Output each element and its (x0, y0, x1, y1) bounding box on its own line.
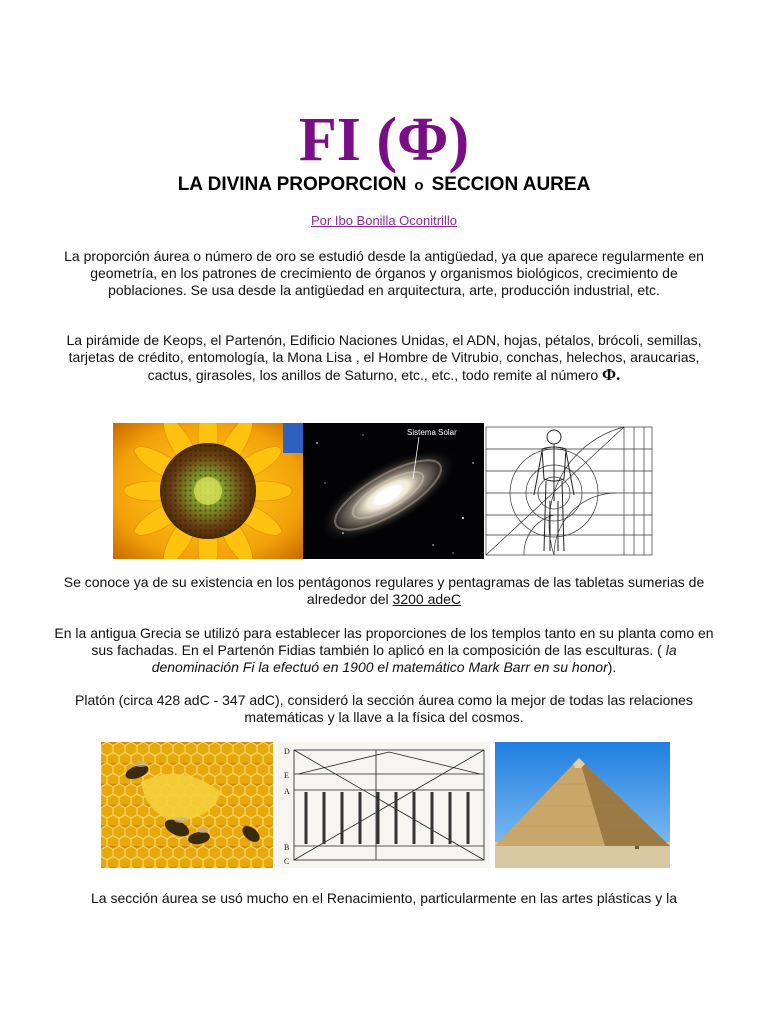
diagram-label-b: B (284, 843, 290, 852)
diagram-label-e: E (284, 771, 289, 780)
paragraph-examples-text: La pirámide de Keops, el Partenón, Edificio Naciones Unidas, el ADN, hojas, pétalos, brócoli, semillas, tarjetas de crédito, entomología, la Mona Lisa , el Hombre de Vitrubio, conchas, helechos, araucarias, cactus, girasoles, los anillos de Saturno, etc., etc., todo remite al número (66, 332, 702, 383)
phi-symbol: Φ. (602, 365, 621, 384)
author-line (0, 212, 768, 230)
paragraph-renaissance: La sección áurea se usó mucho en el Renacimiento, particularmente en las artes plásticas y la (91, 890, 677, 906)
paragraph-greece-italic: la denominación Fi la efectuó en 1900 el matemático Mark Barr en su honor (151, 642, 677, 675)
paragraph-greece-body: antigua Grecia se utilizó para establecer las proporciones de los templos tanto en su planta como en sus fachadas. En el Partenón Fidias también lo aplicó en la composición de las esculturas. ( (90, 625, 714, 658)
author-link[interactable]: Por Ibo Bonilla Oconitrillo (311, 213, 457, 228)
paragraph-plato: Platón (circa 428 adC - 347 adC), consideró la sección áurea como la mejor de todas las relaciones matemáticas y la llave a la física del cosmos. (75, 692, 693, 725)
page-title: FI (Φ) (298, 106, 470, 174)
paragraph-greece-end: ). (607, 659, 617, 675)
galaxy-label: Sistema Solar (407, 428, 457, 437)
diagram-label-a: A (284, 787, 290, 796)
subtitle-right: SECCION AUREA (431, 174, 591, 195)
diagram-label-d: D (284, 747, 290, 756)
pyramid-image (495, 742, 670, 868)
vitruvian-diagram-image (484, 423, 656, 559)
subtitle-conjunction: o (414, 177, 424, 194)
page-subtitle (0, 172, 768, 199)
paragraph-sumerian-text: Se conoce ya de su existencia en los pentágonos regulares y pentagramas de las tabletas sumerias de alrededor del (63, 574, 705, 607)
paragraph-examples (52, 332, 716, 384)
paragraph-sumerian (52, 574, 716, 608)
honeycomb-bees-image (101, 742, 273, 868)
subtitle-left: LA DIVINA PROPORCION (177, 174, 407, 195)
paragraph-greece-start: En la (54, 625, 91, 641)
paragraph-intro: La proporción áurea o número de oro se estudió desde la antigüedad, ya que aparece regularmente en geometría, en los patrones de crecimiento de órganos y organismos biológicos, crecimiento de poblaciones. Se usa desde la antigüedad en arquitectura, arte, producción industrial, etc. (64, 248, 704, 298)
sunflower-image (113, 423, 303, 559)
paragraph-greece (52, 625, 716, 676)
date-link[interactable]: 3200 adeC (392, 591, 462, 607)
diagram-label-c: C (284, 857, 290, 866)
galaxy-image (303, 423, 484, 559)
parthenon-diagram-image (276, 742, 490, 868)
